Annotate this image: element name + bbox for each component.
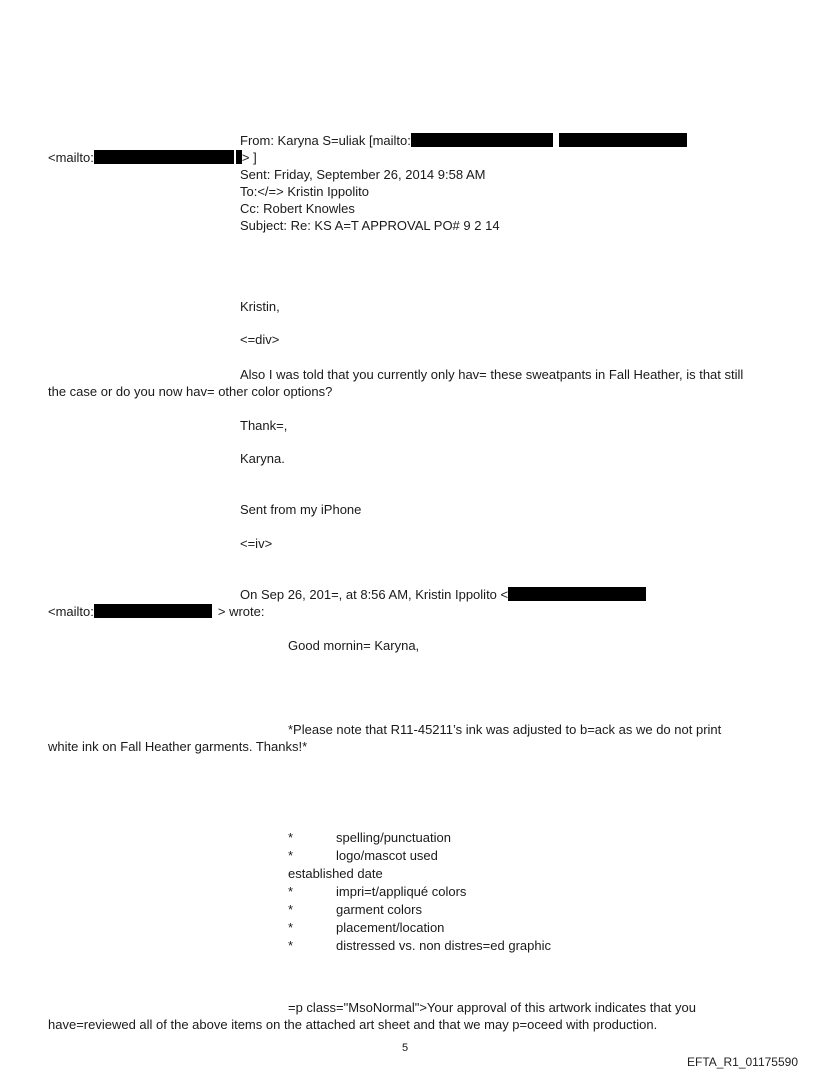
div-open-text: <=div> [240,332,280,347]
approval-line: =p class="MsoNormal">Your approval of this artwork indicates that you [288,1000,696,1015]
greeting: Kristin, [240,299,280,314]
checklist-star: * [288,830,294,845]
checklist-star: * [288,920,294,935]
redaction-bar [94,604,212,618]
redaction-bar [411,133,553,147]
body-paragraph-line: Also I was told that you currently only hav= these sweatpants in Fall Heather, is that still [240,367,744,382]
checklist-item: garment colors [336,902,422,917]
redaction-bar [508,587,646,601]
cc-line: Cc: Robert Knowles [240,201,355,216]
checklist-item: distressed vs. non distres=ed graphic [336,938,551,953]
div-close-text: <=iv> [240,536,273,551]
mailto-line: <mailto: > ] [48,150,257,165]
quoted-header-line: On Sep 26, 201=, at 8:56 AM, Kristin Ippolito < [240,587,646,603]
approval-line: have=reviewed all of the above items on the attached art sheet and that we may p=oceed with production. [48,1017,658,1032]
note-line: white ink on Fall Heather garments. Thanks!* [48,739,308,754]
from-line: From: Karyna S=uliak [mailto: [240,133,687,149]
body-paragraph-line: the case or do you now hav= other color options? [48,384,333,399]
quoted-mailto-line: <mailto: > wrote: [48,604,265,619]
page-number: 5 [402,1042,409,1054]
checklist-star: * [288,902,294,917]
checklist-item: logo/mascot used [336,848,438,863]
checklist-item: established date [288,866,383,881]
note-line: *Please note that R11-45211’s ink was adjusted to b=ack as we do not print [288,722,722,737]
checklist-star: * [288,848,294,863]
checklist-item: impri=t/appliqué colors [336,884,467,899]
quoted-greeting: Good mornin= Karyna, [288,638,420,653]
subject-line: Subject: Re: KS A=T APPROVAL PO# 9 2 14 [240,218,500,233]
thanks-text: Thank=, [240,418,288,433]
sent-from-text: Sent from my iPhone [240,502,362,517]
redaction-bar [559,133,687,147]
checklist-star: * [288,884,294,899]
checklist-item: spelling/punctuation [336,830,451,845]
to-line: To:</=> Kristin Ippolito [240,184,369,199]
signature: Karyna. [240,451,285,466]
sent-line: Sent: Friday, September 26, 2014 9:58 AM [240,167,486,182]
document-id: EFTA_R1_01175590 [687,1055,798,1069]
checklist-star: * [288,938,294,953]
checklist-item: placement/location [336,920,445,935]
redaction-bar [94,150,234,164]
